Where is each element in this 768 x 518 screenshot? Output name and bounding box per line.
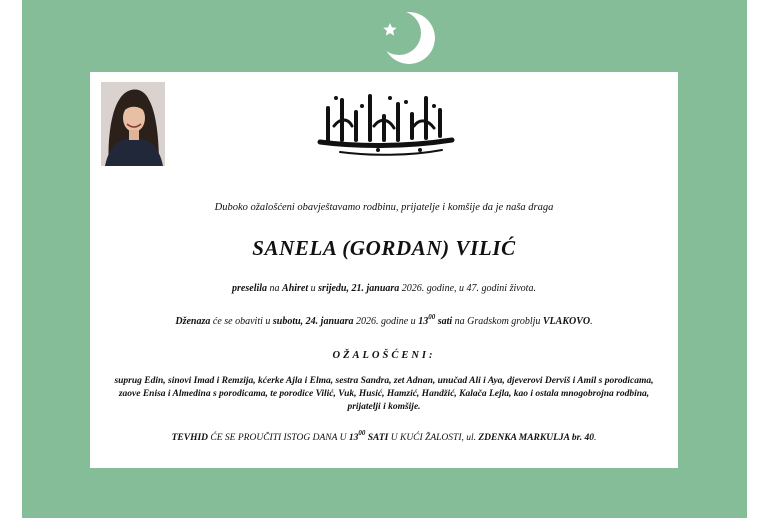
mourners-list: suprug Edin, sinovi Imad i Remzija, kćerke Ajla i Elma, sestra Sandra, zet Adnan, unučad Ali i Aya, djeverovi Derviš i Amil s porodicama, zaove Enisa i Almedina s porodicama, te porodice Vilić, Vuk, Husić, Hamzić, Handžić, Kalača Lejla, kao i ostala mnogobrojna rodbina, prijatelji i komšije. [114,376,654,412]
intro-text: Duboko ožalošćeni obavještavamo rodbinu, prijatelje i komšije da je naša draga [214,202,554,213]
tevhid-text: TEVHID ĆE SE PROUČITI ISTOG DANA U $13^{00}$ SATI U KUĆI ŽALOSTI, ul. ZDENKA MARKULJA br. 40. [171,429,597,443]
portrait-photo [101,82,165,166]
passing-text: preselila na Ahiret u srijedu, 21. januara 2026. godine, u 47. godini života. [232,283,536,294]
funeral-text: Dženaza će se obaviti u subotu, 24. januara 2026. godine u $13^{00}$ sati na Gradskom groblju VLAKOVO. [175,313,593,327]
crescent-star-icon [379,8,439,68]
mourners-heading: OŽALOŠĆENI: [332,350,436,361]
arabic-calligraphy [310,86,460,160]
deceased-name: SANELA (GORDAN) VILIĆ [252,236,516,260]
obituary-card [90,72,678,468]
